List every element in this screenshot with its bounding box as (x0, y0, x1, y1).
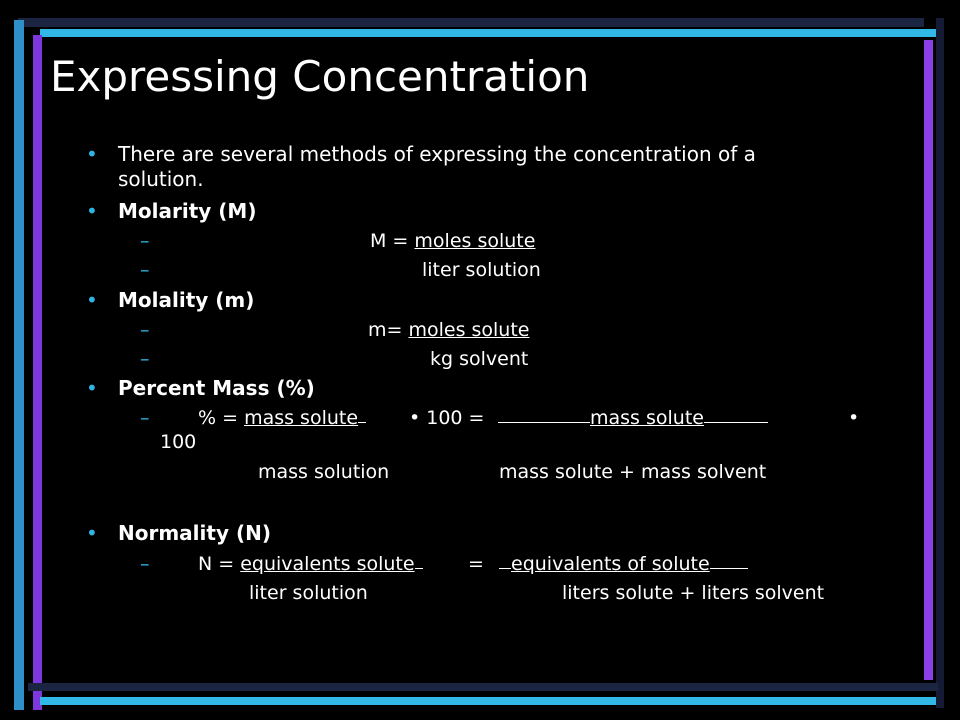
molality-heading: Molality (m) (118, 288, 255, 312)
dash-percent-mass: – (140, 407, 150, 429)
molality-denominator: kg solvent (430, 348, 529, 370)
normality-denominator-1: liter solution (249, 582, 368, 604)
bullet-normality: • (86, 521, 98, 545)
percent-mass-prefix: % = (198, 407, 245, 429)
dash-molarity-numerator: – (140, 230, 150, 252)
percent-mass-second-numerator-line (498, 407, 768, 429)
percent-mass-first-fraction (198, 407, 366, 429)
molarity-numerator: moles solute (414, 230, 536, 252)
percent-mass-underline-pad-2a (498, 421, 590, 423)
molality-numerator-line (368, 319, 530, 341)
frame-bar-bottom-cyan (40, 697, 936, 705)
molarity-heading: Molarity (M) (118, 199, 257, 223)
bullet-molality: • (86, 288, 98, 312)
intro-line-1: There are several methods of expressing the concentration of a (118, 142, 756, 166)
percent-mass-numerator-2: mass solute (590, 407, 704, 429)
normality-underline-pad-2a (499, 567, 511, 569)
normality-first-numerator-line (198, 553, 423, 575)
percent-mass-numerator-1: mass solute (244, 407, 359, 429)
bullet-percent-mass: • (86, 376, 98, 400)
dash-molality-numerator: – (140, 319, 150, 341)
normality-denominator-2: liters solute + liters solvent (562, 582, 825, 604)
frame-bar-right-violet (924, 40, 933, 680)
intro-line-2: solution. (118, 167, 204, 191)
normality-underline-pad-2b (710, 567, 748, 569)
normality-underline-pad-1 (415, 567, 423, 569)
molality-numerator: moles solute (408, 319, 530, 341)
bullet-molarity: • (86, 199, 98, 223)
frame-bar-left-cyan (14, 20, 24, 710)
normality-heading: Normality (N) (118, 521, 271, 545)
percent-mass-denominator-2: mass solute + mass solvent (499, 461, 767, 483)
molarity-numerator-line (370, 230, 535, 252)
bullet-intro: • (86, 142, 98, 166)
slide-title: Expressing Concentration (50, 52, 590, 101)
percent-mass-denominator-1: mass solution (258, 461, 390, 483)
dash-molality-denominator: – (140, 348, 150, 370)
frame-bar-right-dark (936, 18, 944, 708)
frame-bar-top-dark (18, 18, 924, 27)
normality-prefix: N = (198, 553, 241, 575)
molarity-prefix: M = (370, 230, 415, 252)
normality-numerator-2: equivalents of solute (511, 553, 710, 575)
normality-numerator-1: equivalents solute (240, 553, 415, 575)
percent-mass-times-symbol: • (848, 407, 860, 429)
dash-molarity-denominator: – (140, 259, 150, 281)
percent-mass-heading: Percent Mass (%) (118, 376, 315, 400)
normality-second-numerator-line (499, 553, 748, 575)
molality-prefix: m= (368, 319, 409, 341)
normality-equals: = (468, 553, 484, 575)
frame-bar-left-violet (33, 35, 42, 710)
frame-bar-bottom-dark (28, 683, 938, 691)
percent-mass-underline-pad-1 (358, 421, 366, 423)
percent-mass-underline-pad-2b (704, 421, 768, 423)
percent-mass-times-100: • 100 = (409, 407, 485, 429)
frame-bar-top-cyan (40, 29, 940, 37)
molarity-denominator: liter solution (422, 259, 541, 281)
percent-mass-wrap-100: 100 (160, 431, 197, 453)
dash-normality: – (140, 553, 150, 575)
